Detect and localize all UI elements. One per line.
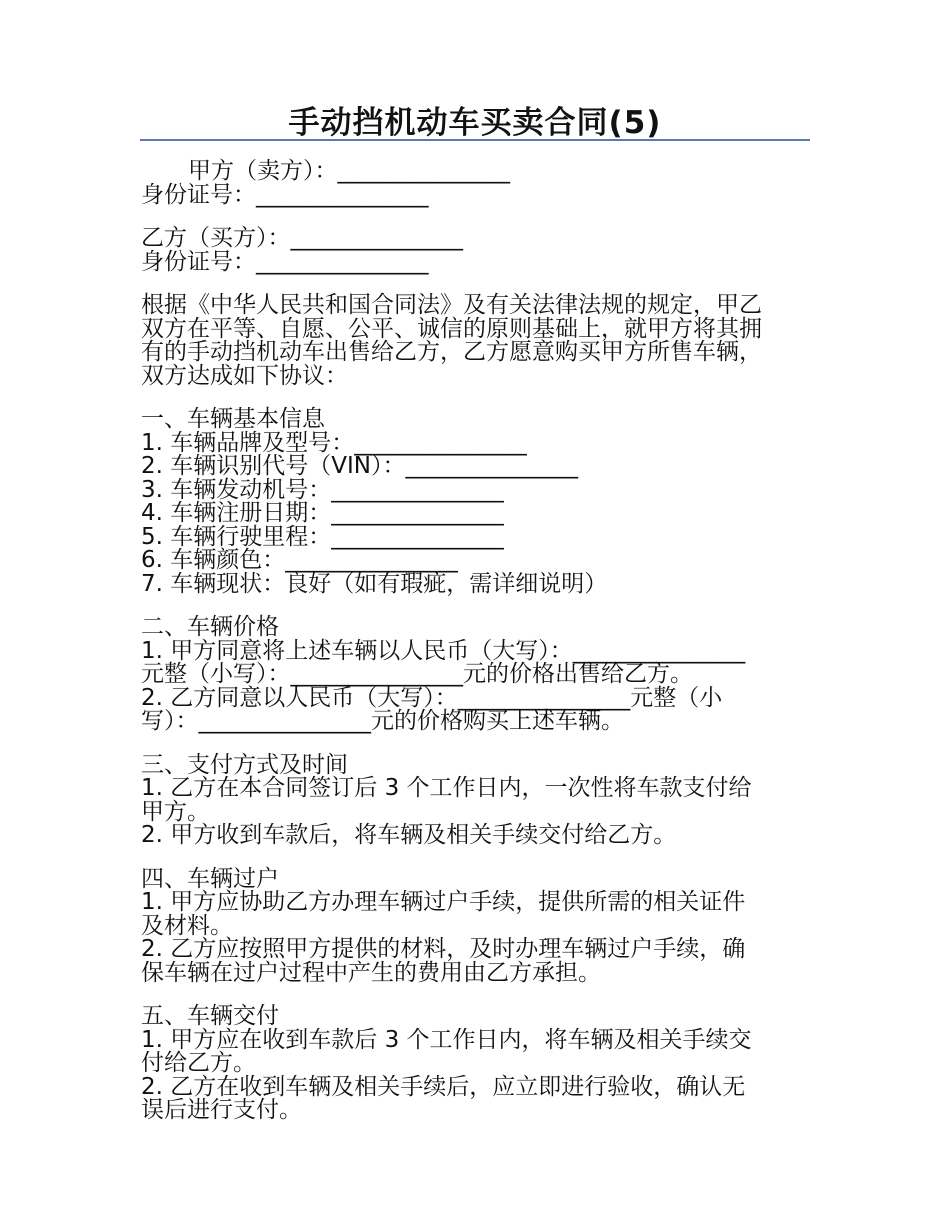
text-line: 乙方（买方）：_______________ [141, 225, 463, 251]
paragraph-gap [141, 207, 813, 227]
text-block [141, 408, 813, 596]
text-block [141, 865, 813, 986]
text-line: 1. 甲方同意将上述车辆以人民币（大写）：_______________ [141, 637, 746, 664]
text-line: 1. 甲方应在收到车款后 3 个工作日内，将车辆及相关手续交 [141, 1026, 752, 1053]
document-body [141, 160, 813, 1123]
paragraph-gap [141, 848, 813, 868]
text-line: 6. 车辆颜色：_______________ [141, 547, 458, 573]
text-line: 五、车辆交付 [141, 1003, 279, 1029]
text-line: 2. 甲方收到车款后，将车辆及相关手续交付给乙方。 [141, 822, 677, 848]
text-line: 4. 车辆注册日期：_______________ [141, 500, 504, 526]
text-block [141, 1005, 813, 1123]
text-line: 付给乙方。 [141, 1050, 256, 1076]
text-line: 双方达成如下协议： [141, 362, 348, 389]
text-line: 元整（小写）：_______________元的价格出售给乙方。 [141, 661, 693, 687]
document-title: 手动挡机动车买卖合同(5) [288, 105, 662, 141]
text-line: 及材料。 [141, 912, 233, 939]
text-line: 甲方。 [141, 798, 210, 825]
text-line: 身份证号：_______________ [141, 248, 429, 275]
text-line: 三、支付方式及时间 [141, 751, 348, 778]
text-line: 有的手动挡机动车出售给乙方，乙方愿意购买甲方所售车辆， [141, 339, 762, 365]
text-line: 2. 乙方在收到车辆及相关手续后，应立即进行验收，确认无 [141, 1073, 746, 1100]
paragraph-gap [141, 734, 813, 754]
text-line: 1. 乙方在本合同签订后 3 个工作日内，一次性将车款支付给 [141, 775, 752, 801]
text-block [141, 294, 813, 388]
text-line: 7. 车辆现状：良好（如有瑕疵，需详细说明） [141, 570, 608, 597]
text-line: 3. 车辆发动机号：_______________ [141, 476, 504, 503]
text-line: 误后进行支付。 [141, 1097, 302, 1123]
text-block [141, 227, 813, 274]
text-line: 甲方（卖方）：_______________ [188, 158, 510, 184]
text-line: 2. 乙方同意以人民币（大写）：_______________元整（小 [141, 684, 723, 711]
text-line: 写）：_______________元的价格购买上述车辆。 [141, 708, 624, 734]
text-line: 根据《中华人民共和国合同法》及有关法律法规的规定，甲乙 [141, 292, 762, 318]
text-block [141, 616, 813, 734]
text-line: 二、车辆价格 [141, 614, 279, 640]
text-block [141, 751, 813, 848]
paragraph-gap [141, 985, 813, 1005]
text-block [141, 160, 813, 207]
text-line: 5. 车辆行驶里程：_______________ [141, 523, 504, 550]
title-underline [140, 139, 810, 141]
paragraph-gap [141, 596, 813, 616]
text-line: 2. 车辆识别代号（VIN）：_______________ [141, 453, 578, 479]
text-line: 1. 甲方应协助乙方办理车辆过户手续，提供所需的相关证件 [141, 889, 746, 915]
paragraph-gap [141, 388, 813, 408]
text-line: 双方在平等、自愿、公平、诚信的原则基础上，就甲方将其拥 [141, 315, 762, 342]
text-line: 保车辆在过户过程中产生的费用由乙方承担。 [141, 959, 601, 986]
text-line: 四、车辆过户 [141, 865, 279, 892]
text-line: 身份证号：_______________ [141, 181, 429, 208]
text-line: 1. 车辆品牌及型号：_______________ [141, 429, 527, 456]
paragraph-gap [141, 274, 813, 294]
text-line: 2. 乙方应按照甲方提供的材料，及时办理车辆过户手续，确 [141, 936, 746, 962]
text-line: 一、车辆基本信息 [141, 406, 325, 432]
